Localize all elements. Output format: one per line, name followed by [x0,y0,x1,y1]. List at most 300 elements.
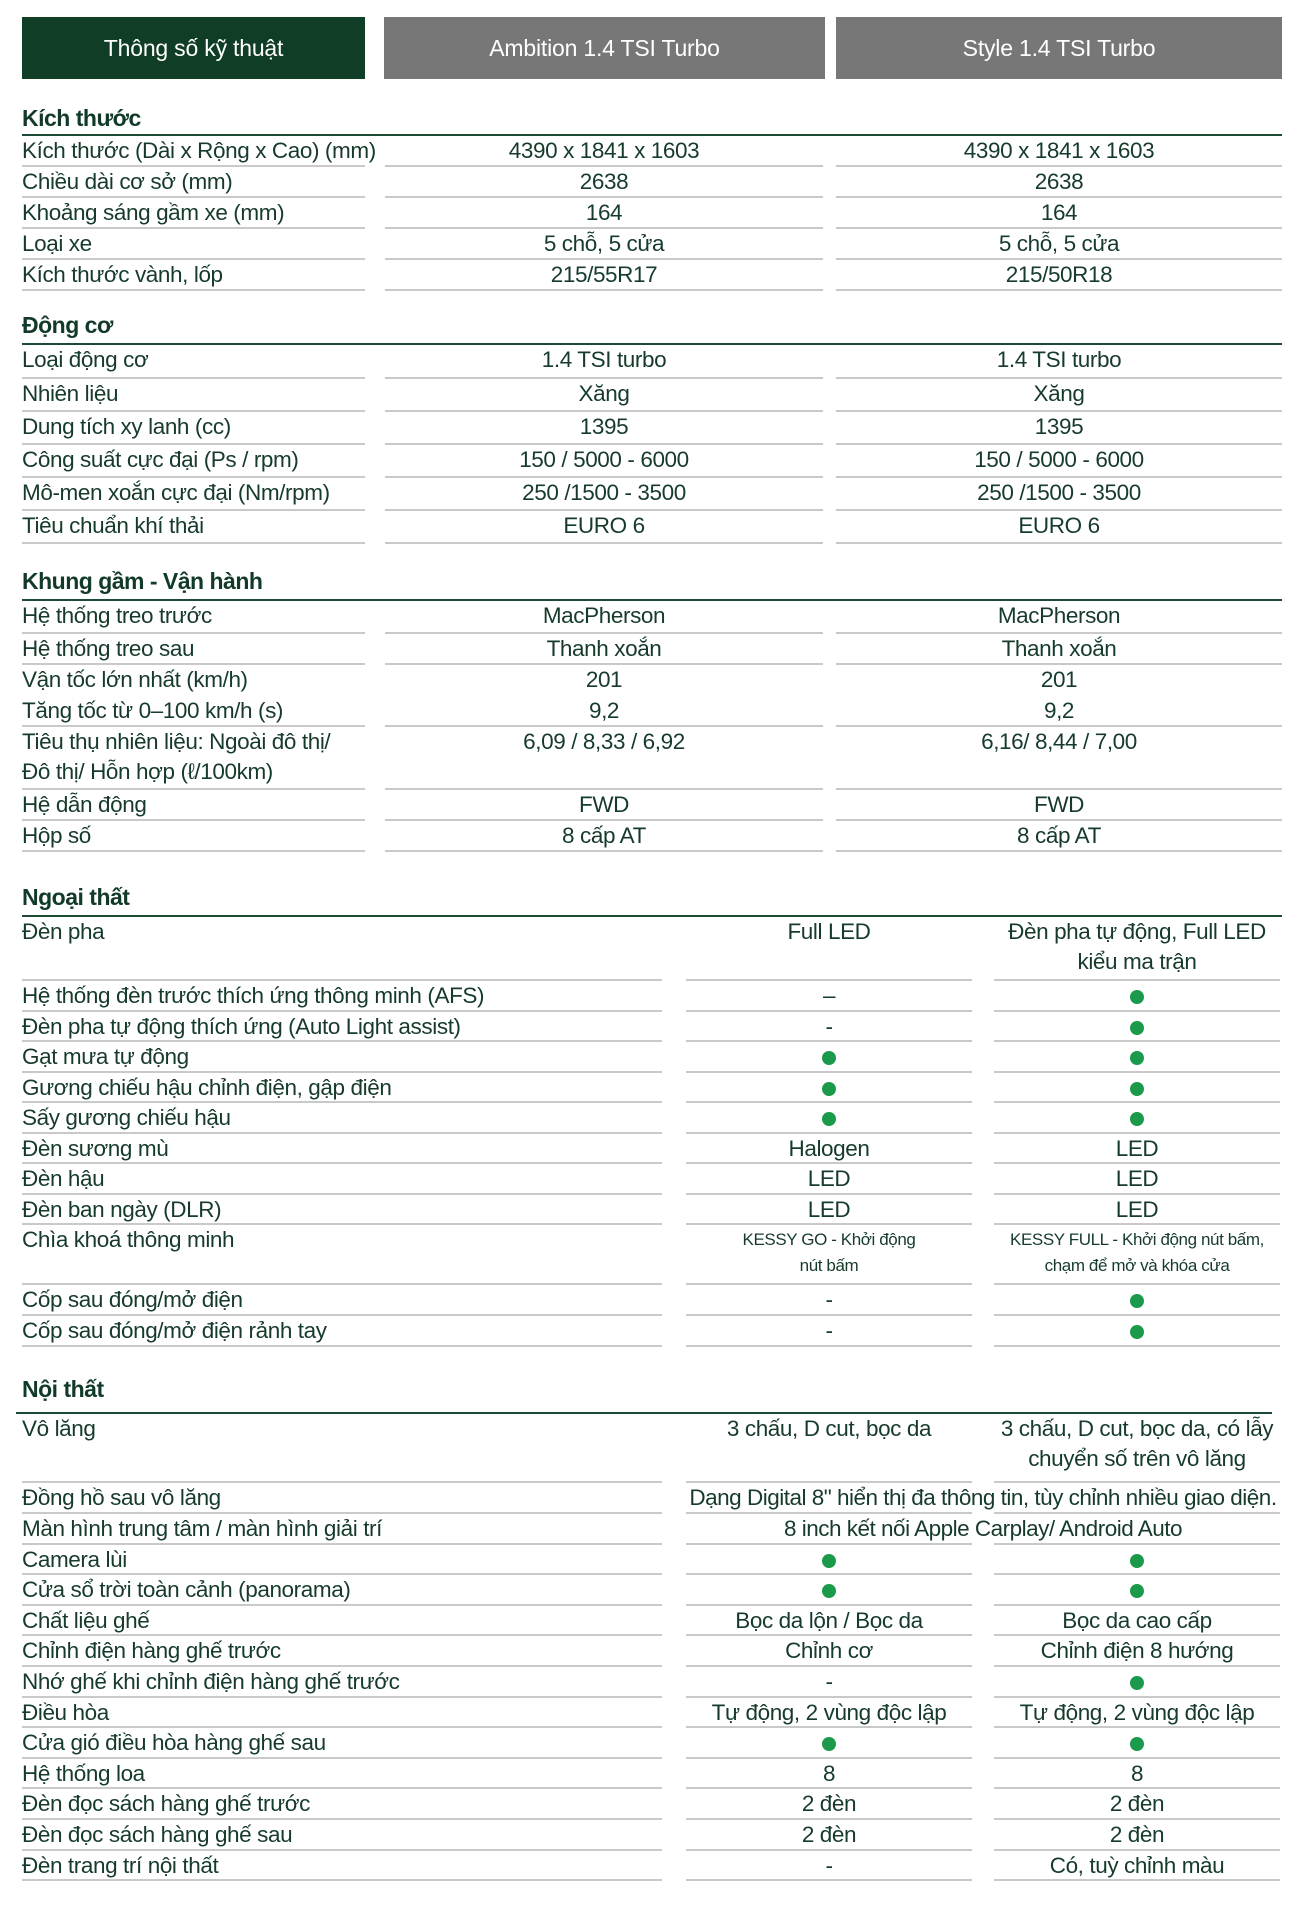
ambition-value-text: Tự động, 2 vùng độc lập [711,1700,947,1725]
spec-row [0,1483,1300,1514]
spec-label-text: Hệ thống loa [22,1761,145,1786]
spec-row [0,198,1300,229]
style-value-text: 2 đèn [1109,1822,1165,1847]
ambition-value-text: 215/55R17 [550,262,658,287]
ambition-value [686,1195,972,1225]
feature-included-dot-icon [1130,990,1144,1004]
style-value [836,445,1282,478]
spec-row [0,412,1300,445]
ambition-value-text: Xăng [578,381,630,406]
spec-label-text: Đồng hồ sau vô lăng [22,1485,221,1510]
ambition-value [686,1134,972,1164]
spec-label-text: Hệ thống đèn trước thích ứng thông minh (AFS) [22,983,485,1008]
spec-row [0,1667,1300,1698]
spec-label-text: Chất liệu ghế [22,1608,150,1633]
spec-row [0,445,1300,478]
ambition-value [385,665,823,696]
spec-label-text: Cốp sau đóng/mở điện rảnh tay [22,1318,327,1343]
spec-label-text: Vận tốc lớn nhất (km/h) [22,667,248,692]
ambition-value [686,1636,972,1667]
style-value [994,1575,1280,1606]
spec-label-text: Loại xe [22,231,92,256]
style-value [836,821,1282,852]
style-value [836,696,1282,727]
style-value [994,1073,1280,1103]
spec-label-text: Dung tích xy lanh (cc) [22,414,231,439]
ambition-value-text: 2 đèn [801,1822,857,1847]
spec-row [0,821,1300,852]
spec-label [22,445,365,478]
section-title: Nội thất [22,1376,104,1402]
spec-label-text: Đèn sương mù [22,1136,169,1161]
spec-label [22,1285,662,1316]
spec-row [0,1789,1300,1820]
ambition-value [385,790,823,821]
style-value [836,790,1282,821]
style-value-text: Chỉnh điện 8 hướng [1040,1638,1234,1663]
spec-label [22,634,365,665]
spec-label [22,1134,662,1164]
spec-row [0,1042,1300,1073]
style-value-text: LED [1115,1136,1159,1161]
spec-label-text: Đèn hậu [22,1166,105,1191]
style-value [994,1667,1280,1698]
spec-row [0,1316,1300,1347]
ambition-value-text: KESSY GO - Khởi động [742,1230,916,1249]
feature-included-dot-icon [1130,1021,1144,1035]
style-value [994,1698,1280,1728]
ambition-value [385,198,823,229]
spec-row [0,379,1300,412]
ambition-value-text: - [825,1853,833,1878]
feature-included-dot-icon [822,1554,836,1568]
spec-label [22,412,365,445]
feature-included-dot-icon [822,1082,836,1096]
section-title: Ngoại thất [22,884,130,910]
style-value [836,136,1282,167]
ambition-value-text: 8 cấp AT [562,823,646,848]
ambition-value [686,1667,972,1698]
style-value [994,981,1280,1012]
style-value-text: KESSY FULL - Khởi động nút bấm, [1010,1230,1264,1249]
spec-label [22,790,365,821]
style-value-text: LED [1115,1197,1159,1222]
spec-row [0,1698,1300,1728]
style-value [994,1820,1280,1851]
style-value [994,1636,1280,1667]
ambition-value-text: 201 [585,667,623,692]
style-value [994,1134,1280,1164]
spec-row [0,790,1300,821]
spec-label-text: Camera lùi [22,1547,127,1572]
spec-label [22,1636,662,1667]
spec-label-text: Hộp số [22,823,91,848]
ambition-value-text: 1.4 TSI turbo [541,347,667,372]
ambition-value [385,229,823,260]
style-value [836,260,1282,291]
section-title: Khung gầm - Vận hành [22,568,263,594]
spec-label [22,229,365,260]
spec-row [0,1225,1300,1285]
ambition-value-text: Bọc da lộn / Bọc da [735,1608,923,1633]
ambition-value-text: LED [807,1197,851,1222]
style-value [836,727,1282,790]
style-value [994,1851,1280,1881]
ambition-value-text: FWD [578,792,630,817]
style-value-text: Đèn pha tự động, Full LED [1008,919,1266,944]
style-value [836,345,1282,379]
spec-label [22,981,662,1012]
ambition-value-text: Full LED [787,919,871,944]
style-value [836,167,1282,198]
ambition-value [686,1012,972,1042]
style-value [994,1316,1280,1347]
spec-row [0,634,1300,665]
ambition-value [385,260,823,291]
style-value [994,1285,1280,1316]
style-value-text: 6,16/ 8,44 / 7,00 [981,729,1137,754]
spec-label [22,1195,662,1225]
spec-label-text: Cửa sổ trời toàn cảnh (panorama) [22,1577,351,1602]
ambition-value [686,1164,972,1195]
style-value [994,1728,1280,1759]
spec-row [0,1414,1300,1483]
style-value [836,412,1282,445]
spec-row [0,1636,1300,1667]
spec-label [22,1789,662,1820]
style-value-text: 2638 [1034,169,1084,194]
feature-included-dot-icon [822,1051,836,1065]
spec-row [0,727,1300,790]
spec-row [0,1195,1300,1225]
style-value [994,1606,1280,1636]
shared-value-text: Dạng Digital 8" hiển thị đa thông tin, tùy chỉnh nhiều giao diện. [689,1485,1277,1510]
spec-row [0,229,1300,260]
ambition-value [686,1545,972,1575]
spec-label [22,696,365,727]
ambition-value [385,696,823,727]
spec-label-text: Đèn pha [22,919,105,944]
spec-label-text: Mô-men xoắn cực đại (Nm/rpm) [22,480,330,505]
style-value-text: LED [1115,1166,1159,1191]
spec-label-text: Chìa khoá thông minh [22,1227,235,1252]
style-value [994,1012,1280,1042]
style-value-text-line2: kiểu ma trận [1077,949,1197,974]
ambition-value [385,345,823,379]
spec-row [0,478,1300,511]
ambition-value-text: 6,09 / 8,33 / 6,92 [523,729,685,754]
ambition-value [385,478,823,511]
section-title: Kích thước [22,105,141,131]
ambition-value-text: 150 / 5000 - 6000 [519,447,689,472]
feature-included-dot-icon [1130,1051,1144,1065]
spec-row [0,260,1300,291]
style-value [836,229,1282,260]
style-value-text: Có, tuỳ chỉnh màu [1049,1853,1225,1878]
ambition-value [686,1606,972,1636]
spec-label [22,136,376,167]
spec-row [0,167,1300,198]
feature-included-dot-icon [1130,1325,1144,1339]
spec-label [22,1012,662,1042]
spec-label-text: Nhiên liệu [22,381,119,406]
ambition-value-text: EURO 6 [563,513,645,538]
spec-label-text: Màn hình trung tâm / màn hình giải trí [22,1516,382,1541]
spec-label [22,478,365,511]
ambition-value-text: 2638 [579,169,629,194]
spec-label-text: Đèn trang trí nội thất [22,1853,219,1878]
spec-label-text: Vô lăng [22,1416,96,1441]
spec-label [22,1164,662,1195]
spec-row [0,136,1300,167]
ambition-value-text: - [825,1669,833,1694]
ambition-value-text: 3 chấu, D cut, bọc da [726,1416,932,1441]
ambition-value-text: 5 chỗ, 5 cửa [543,231,665,256]
style-value [836,601,1282,634]
spec-row [0,981,1300,1012]
ambition-value [686,981,972,1012]
ambition-value-text: 250 /1500 - 3500 [522,480,686,505]
ambition-value-text: 9,2 [588,698,620,723]
spec-row [0,1759,1300,1789]
spec-label [22,1414,662,1483]
ambition-value-text: 8 [822,1761,836,1786]
spec-label [22,601,365,634]
spec-label-text: Chỉnh điện hàng ghế trước [22,1638,281,1663]
style-value-text: 8 cấp AT [1017,823,1101,848]
spec-label-text-line2: Đô thị/ Hỗn hợp (ℓ/100km) [22,759,273,784]
ambition-value [385,511,823,544]
spec-label [22,1545,662,1575]
spec-row [0,345,1300,379]
spec-row [0,1606,1300,1636]
spec-label [22,1820,662,1851]
style-value-text: 5 chỗ, 5 cửa [998,231,1120,256]
section-title: Động cơ [22,312,113,338]
spec-label-text: Công suất cực đại (Ps / rpm) [22,447,299,472]
spec-row [0,917,1300,981]
spec-label [22,665,365,696]
spec-row [0,1820,1300,1851]
style-value-text: 201 [1040,667,1078,692]
feature-included-dot-icon [822,1737,836,1751]
feature-included-dot-icon [822,1584,836,1598]
feature-included-dot-icon [1130,1112,1144,1126]
spec-row [0,1134,1300,1164]
style-value [836,379,1282,412]
spec-label-text: Điều hòa [22,1700,109,1725]
style-value-text: FWD [1033,792,1085,817]
ambition-value-text: 1395 [579,414,629,439]
ambition-value [686,1073,972,1103]
spec-label [22,1483,662,1514]
spec-label [22,1575,662,1606]
spec-label [22,511,365,544]
spec-label-text: Kích thước (Dài x Rộng x Cao) (mm) [22,138,376,163]
ambition-value-text: LED [807,1166,851,1191]
spec-row [0,1514,1300,1545]
style-value [994,1225,1280,1285]
spec-label [22,167,365,198]
ambition-value [385,634,823,665]
style-value [994,1545,1280,1575]
style-value-text: 1395 [1034,414,1084,439]
spec-row [0,1285,1300,1316]
spec-label-text: Đèn ban ngày (DLR) [22,1197,222,1222]
style-value [836,511,1282,544]
ambition-value [686,1728,972,1759]
spec-row [0,1851,1300,1881]
ambition-value [385,601,823,634]
style-value-text: 250 /1500 - 3500 [977,480,1141,505]
style-value-text: 2 đèn [1109,1791,1165,1816]
spec-label [22,1514,662,1545]
feature-included-dot-icon [1130,1082,1144,1096]
spec-label-text: Cốp sau đóng/mở điện [22,1287,243,1312]
spec-label-text: Gạt mưa tự động [22,1044,189,1069]
spec-label [22,1073,662,1103]
style-value [994,1759,1280,1789]
feature-included-dot-icon [1130,1554,1144,1568]
feature-included-dot-icon [1130,1294,1144,1308]
spec-label-text: Tăng tốc từ 0–100 km/h (s) [22,698,284,723]
style-value [994,1414,1280,1483]
ambition-value [686,1851,972,1881]
spec-row [0,1073,1300,1103]
style-value-text: Xăng [1033,381,1085,406]
ambition-value [385,412,823,445]
spec-label [22,1698,662,1728]
spec-label [22,1225,662,1285]
ambition-value [686,1225,972,1285]
spec-label [22,1759,662,1789]
spec-label-text: Chiều dài cơ sở (mm) [22,169,233,194]
ambition-value [385,821,823,852]
spec-row [0,1728,1300,1759]
style-value-text-line2: chuyển số trên vô lăng [1028,1446,1246,1471]
style-value-text: 3 chấu, D cut, bọc da, có lẫy [1000,1416,1274,1441]
style-value [994,1195,1280,1225]
spec-label-text: Đèn đọc sách hàng ghế sau [22,1822,293,1847]
spec-label-text: Khoảng sáng gầm xe (mm) [22,200,285,225]
spec-label [22,727,365,790]
style-value [836,665,1282,696]
spec-label-text: Sấy gương chiếu hậu [22,1105,231,1130]
style-value [994,1042,1280,1073]
feature-included-dot-icon [822,1112,836,1126]
style-value-text-line2: chạm để mở và khóa cửa [1044,1256,1230,1275]
spec-label-text: Tiêu thụ nhiên liệu: Ngoài đô thị/ [22,729,331,754]
feature-included-dot-icon [1130,1676,1144,1690]
style-value-text: Thanh xoắn [1001,636,1117,661]
spec-row [0,1545,1300,1575]
spec-row [0,1012,1300,1042]
ambition-value [686,1042,972,1073]
spec-label [22,1042,662,1073]
ambition-value-text: Halogen [788,1136,870,1161]
spec-row [0,665,1300,696]
ambition-value [686,1414,972,1483]
style-value-text: EURO 6 [1018,513,1100,538]
spec-label [22,1667,662,1698]
ambition-value-text: MacPherson [542,603,666,628]
spec-label [22,345,365,379]
ambition-value [385,727,823,790]
ambition-value [686,1285,972,1316]
ambition-value-text-line2: nút bấm [799,1256,859,1275]
ambition-value [686,917,972,981]
style-value [994,1103,1280,1134]
ambition-value-text: – [822,983,836,1008]
style-value [836,198,1282,229]
ambition-value-text: 164 [585,200,623,225]
style-value-text: 215/50R18 [1005,262,1113,287]
ambition-value [686,1789,972,1820]
spec-label-text: Đèn đọc sách hàng ghế trước [22,1791,310,1816]
style-value [836,634,1282,665]
spec-label-text: Hệ thống treo trước [22,603,212,628]
spec-label-text: Tiêu chuẩn khí thải [22,513,204,538]
spec-label [22,198,365,229]
tab-variant-style[interactable]: Style 1.4 TSI Turbo [836,17,1282,79]
spec-label [22,1851,662,1881]
spec-label-text: Loại động cơ [22,347,149,372]
spec-label-text: Nhớ ghế khi chỉnh điện hàng ghế trước [22,1669,400,1694]
ambition-value-text: - [825,1318,833,1343]
spec-label [22,1316,662,1347]
spec-label-text: Gương chiếu hậu chỉnh điện, gập điện [22,1075,392,1100]
tab-specifications[interactable]: Thông số kỹ thuật [22,17,365,79]
ambition-value-text: 2 đèn [801,1791,857,1816]
ambition-value [385,379,823,412]
ambition-value [686,1698,972,1728]
style-value-text: 1.4 TSI turbo [996,347,1122,372]
spec-label-text: Hệ thống treo sau [22,636,195,661]
style-value-text: 150 / 5000 - 6000 [974,447,1144,472]
ambition-value [686,1103,972,1134]
tab-variant-ambition[interactable]: Ambition 1.4 TSI Turbo [384,17,825,79]
style-value-text: Bọc da cao cấp [1062,1608,1212,1633]
ambition-value [385,136,823,167]
ambition-value [385,167,823,198]
spec-label-text: Cửa gió điều hòa hàng ghế sau [22,1730,326,1755]
spec-row [0,511,1300,544]
style-value [994,1164,1280,1195]
ambition-value [686,1759,972,1789]
ambition-value-text: 4390 x 1841 x 1603 [508,138,700,163]
spec-label [22,260,365,291]
style-value-text: 4390 x 1841 x 1603 [963,138,1155,163]
spec-label-text: Hệ dẫn động [22,792,147,817]
style-value-text: 164 [1040,200,1078,225]
style-value [994,917,1280,981]
spec-label-text: Đèn pha tự động thích ứng (Auto Light assist) [22,1014,461,1039]
spec-label [22,821,365,852]
spec-row [0,1575,1300,1606]
ambition-value-text: Thanh xoắn [546,636,662,661]
spec-row [0,1164,1300,1195]
style-value-text: 9,2 [1043,698,1075,723]
style-value-text: MacPherson [997,603,1121,628]
style-value [836,478,1282,511]
spec-row [0,601,1300,634]
ambition-value-text: - [825,1014,833,1039]
ambition-value-text: Chỉnh cơ [785,1638,873,1663]
ambition-value [686,1575,972,1606]
ambition-value-text: - [825,1287,833,1312]
shared-value-text: 8 inch kết nối Apple Carplay/ Android Auto [783,1516,1183,1541]
ambition-value [686,1316,972,1347]
